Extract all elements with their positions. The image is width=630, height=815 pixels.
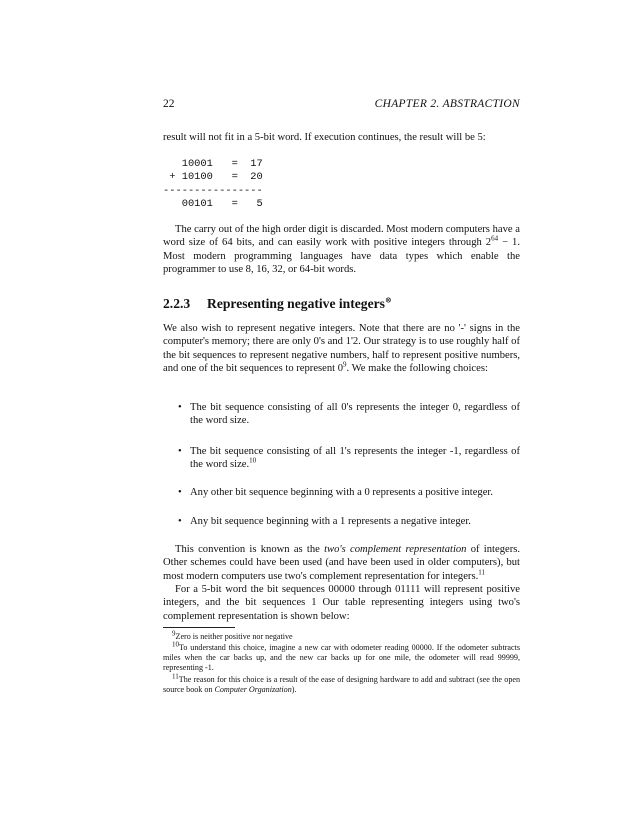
footnote-text: The reason for this choice is a result of the ease of designing hardware to add and subtract (see the open source book on [163,675,520,695]
list-item [178,401,520,428]
footnote-ref: 9 [343,360,347,369]
section-title: Representing negative integers [207,296,385,311]
footnote-10 [163,640,520,674]
section-heading [163,296,392,312]
paragraph-text: We also wish to represent negative integers. Note that there are no '-' signs in the computer's memory; there are only 0's and 1'2. Our strategy is to use roughly half of the bit sequences to represent negative numbers, half to represent positive numbers, and one of the bit sequences to represent 0 [163,323,520,375]
footnote-text: To understand this choice, imagine a new car with odometer reading 00000. If the odometer subtracts miles when the car backs up, and the new car backs up for one mile, the odometer will read 99999, representing -1. [163,643,520,673]
code-line: 00101 = 5 [163,197,263,210]
paragraph-text: − 1. Most modern programming languages have data types which enable the programmer to use 8, 16, 32, or 64-bit words. [163,237,520,276]
emphasis-text: two's complement representation [324,544,467,555]
chapter-title: CHAPTER 2. ABSTRACTION [374,98,520,110]
paragraph-convention [163,543,520,583]
paragraph-carry [163,223,520,277]
intro-line: result will not fit in a 5-bit word. If execution continues, the result will be 5: [163,132,486,143]
paragraph-text: . We make the following choices: [346,363,488,375]
page-number: 22 [163,98,175,110]
list-item-text [190,445,520,472]
paragraph-text: of integers. Other schemes could have been used (and have been used in older computers), but most modern computers use two's complement representation for integers. [163,544,520,582]
list-item [178,486,520,499]
bullet-icon: • [178,402,182,413]
list-item [178,515,520,528]
footnote-number: 11 [172,672,179,681]
list-item-text [190,515,520,528]
code-line: ---------------- [163,184,263,197]
footnote-number: 9 [172,629,176,638]
footnote-text: ). [291,685,297,695]
bullet-icon: • [178,487,182,498]
section-number: 2.2.3 [163,296,191,311]
code-line: 10001 = 17 [163,158,263,170]
exponent: 64 [491,234,499,243]
paragraph-text: This convention is known as the [175,544,325,555]
paragraph-intro [163,322,520,376]
paragraph-5bit: For a 5-bit word the bit sequences 00000 through 01111 will represent positive integers, and the bit sequences 1 Our table representing integers using two's complement representation is shown below: [163,584,520,622]
code-line: + 10100 = 20 [163,171,263,184]
list-item-label: Any other bit sequence beginning with a 0 represents a positive integer. [190,487,494,498]
footnote-divider [163,627,235,628]
paragraph-text: The carry out of the high order digit is discarded. Most modern computers have a word size of 64 bits, and can easily work with positive integers through 2 [163,224,520,249]
emphasis-text: Computer Organization [214,685,292,695]
list-item-label: Any bit sequence beginning with a 1 represents a negative integer. [190,516,471,527]
list-item-label: The bit sequence consisting of all 0's represents the integer 0, regardless of the word size. [190,402,520,427]
list-item [178,445,520,472]
list-item-text [190,401,520,428]
binary-addition-example [163,158,263,211]
section-mark: ⊗ [384,295,392,305]
bullet-icon: • [178,446,182,457]
list-item-label: The bit sequence consisting of all 1's represents the integer -1, regardless of the word size. [190,446,520,471]
footnote-9 [163,629,520,642]
bullet-icon: • [178,516,182,527]
footnote-11 [163,672,520,695]
footnote-number: 10 [172,640,179,649]
footnote-ref: 10 [249,456,257,465]
footnote-text: Zero is neither positive nor negative [175,632,293,641]
list-item-text [190,486,520,499]
footnote-ref: 11 [478,568,485,577]
